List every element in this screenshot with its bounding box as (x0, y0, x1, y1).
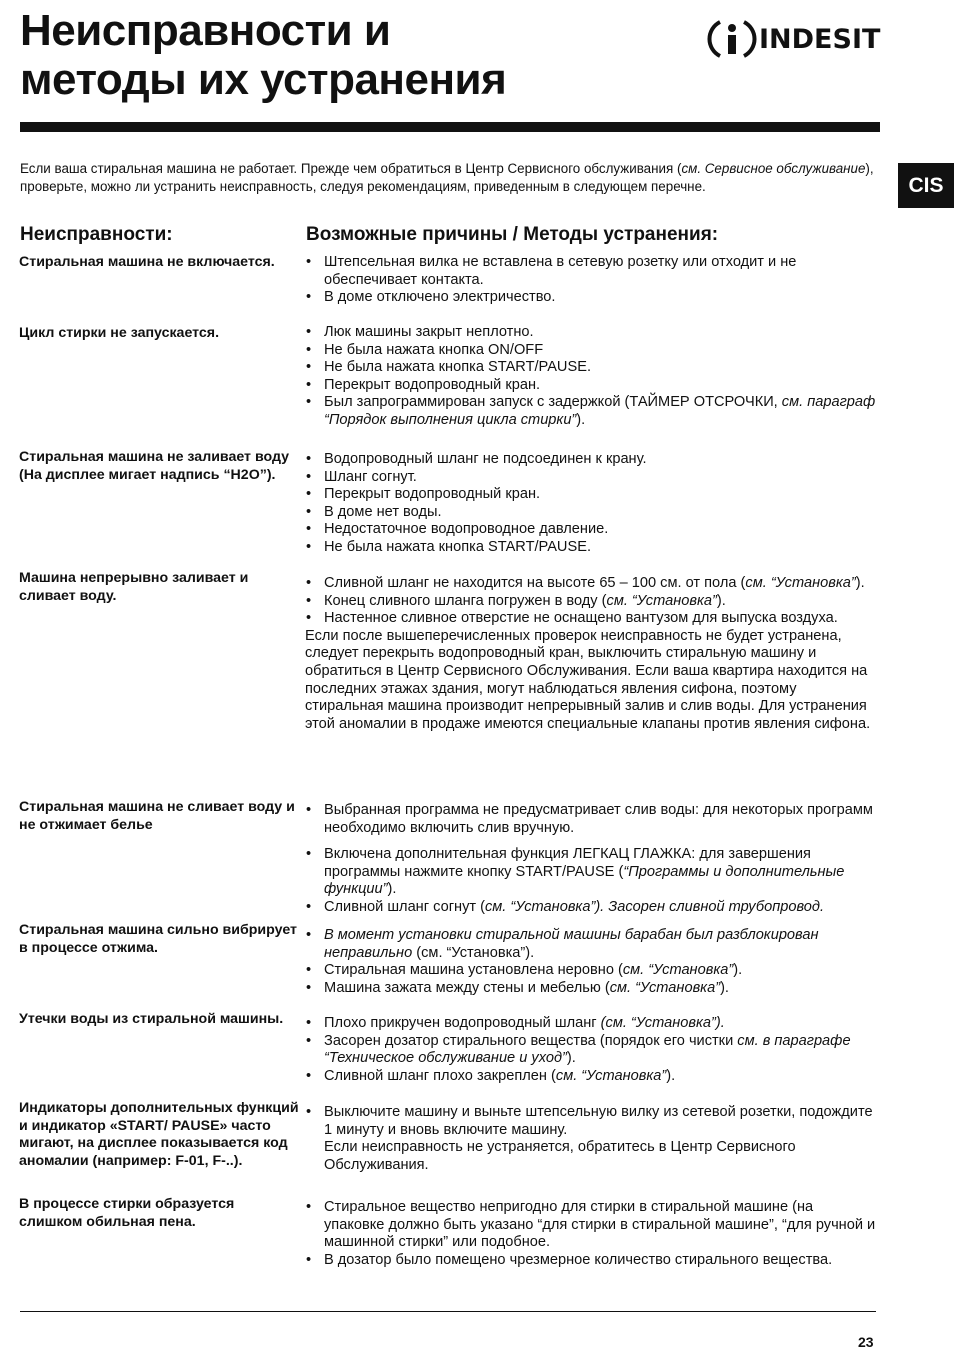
cause-note: Если неисправность не устраняется, обратитесь в Центр Сервисного Обслуживания. (324, 1139, 796, 1173)
cause-ref: см. “Установка” (609, 979, 721, 996)
cause-item (305, 980, 877, 998)
causes-4 (305, 575, 877, 733)
causes-7 (305, 1015, 877, 1085)
cause-text: Сливной шланг согнут ( (324, 898, 485, 915)
cause-item: • Штепсельная вилка не вставлена в сетевую розетку или отходит и не обеспечивает контакта. (305, 254, 877, 289)
page-title (20, 6, 506, 104)
cause-ref: см. в параграфе “Техническое обслуживание и уход” (324, 1032, 851, 1067)
problem-6: Стиральная машина сильно вибрирует в процессе отжима. (19, 922, 297, 956)
problem-7: Утечки воды из стиральной машины. (19, 1011, 284, 1027)
cause-ref: см. “Установка” (622, 962, 734, 979)
cause-item: • Перекрыт водопроводный кран. (305, 377, 877, 395)
cause-text: ). Засорен сливной трубопровод. (595, 898, 825, 915)
causes-5 (305, 802, 877, 917)
cause-item (305, 1033, 877, 1068)
cause-item (305, 575, 877, 593)
cause-item (305, 927, 877, 962)
problem-3: Стиральная машина не заливает воду (На дисплее мигает надпись “H2O”). (19, 449, 290, 483)
cause-note: Если после вышеперечисленных проверок неисправность не будет устранена, следует перекрыть водопроводный кран, выключить стиральную машину и обратиться в Центр Сервисного Обслуживания. Если ваша квартира находится на последних этажах здания, могут наблюдаться явления сифона, поэтому стиральная машина производит непрерывный залив и слив воды. Для устранения этой аномалии в продаже имеются специальные клапаны против явления сифона. (305, 627, 871, 732)
cause-item: • В дозатор было помещено чрезмерное количество стирального вещества. (305, 1252, 877, 1270)
cause-item: • Водопроводный шланг не подсоединен к крану. (305, 451, 877, 469)
cause-text: Засорен дозатор стирального вещества (порядок его чистки (324, 1032, 738, 1049)
cause-item (305, 899, 877, 917)
page-title-line-2: методы их устранения (20, 55, 507, 104)
problem-8: Индикаторы дополнительных функций и индикатор «START/ PAUSE» часто мигают, на дисплее показывается код аномалии (например: F-01, F-..). (19, 1100, 299, 1169)
causes-8 (305, 1104, 877, 1174)
cause-ref: см. “Установка” (484, 898, 596, 915)
causes-1 (305, 254, 877, 307)
language-tab: CIS (898, 163, 954, 208)
cause-text: ). (716, 592, 726, 609)
cause-text: Был запрограммирован запуск с задержкой (ТАЙМЕР ОТСРОЧКИ, (324, 394, 782, 411)
problem-1: Стиральная машина не включается. (19, 254, 275, 270)
intro-ref: см. Сервисное обслуживание (681, 161, 866, 176)
cause-text: ). (733, 962, 743, 979)
cause-text: ). (566, 1050, 576, 1067)
cause-text: ). (576, 411, 586, 428)
cause-text: ). (855, 575, 865, 591)
cause-text: ). (387, 881, 397, 898)
cause-item: • Не была нажата кнопка START/PAUSE. (305, 359, 877, 377)
cause-text: Машина зажата между стены и мебелью ( (324, 979, 610, 996)
causes-9 (305, 1199, 877, 1269)
cause-item (305, 846, 877, 899)
cause-ref: см. параграф “Порядок выполнения цикла стирки” (324, 394, 876, 428)
problem-5: Стиральная машина не сливает воду и не отжимает белье (19, 799, 295, 833)
cause-ref: см. “Установка” (606, 592, 717, 609)
cause-item (305, 1068, 877, 1086)
cause-item: • В доме нет воды. (305, 504, 877, 522)
cause-item: • Стиральное вещество непригодно для стирки в стиральной машине (на упаковке должно быть указано “для стирки в стиральной машине”, “для ручной и машинной стирки” или подобное. (305, 1199, 877, 1252)
cause-ref: см. “Установка” (555, 1067, 667, 1084)
cause-text: Сливной шланг не находится на высоте 65 – 100 см. от пола ( (324, 575, 746, 591)
page-number: 23 (858, 1334, 874, 1350)
causes-2 (305, 324, 877, 430)
cause-item: • Настенное сливное отверстие не оснащено вантузом для выпуска воздуха. (305, 610, 877, 628)
brand-name: INDESIT (759, 23, 881, 55)
causes-6 (305, 927, 877, 997)
cause-text: Стиральная машина установлена неровно ( (324, 962, 623, 979)
indesit-logo-icon (707, 18, 757, 60)
cause-text: Конец сливного шланга погружен в воду ( (324, 592, 607, 609)
cause-text: ). (666, 1067, 676, 1084)
cause-item: • Шланг согнут. (305, 469, 877, 487)
footer-rule (20, 1311, 876, 1312)
cause-item: • Перекрыт водопроводный кран. (305, 486, 877, 504)
cause-item: • Выключите машину и выньте штепсельную вилку из сетевой розетки, подождите 1 минуту и вновь включите машину. (305, 1104, 877, 1139)
causes-column-header: Возможные причины / Методы устранения: (306, 224, 719, 245)
cause-ref: см. “Установка” (745, 575, 856, 591)
problem-4: Машина непрерывно заливает и сливает воду. (19, 570, 249, 604)
page-title-line-1: Неисправности и (20, 6, 391, 55)
problems-column-header: Неисправности: (20, 224, 173, 245)
cause-item: • Выбранная программа не предусматривает слив воды: для некоторых программ необходимо включить слив вручную. (305, 802, 877, 837)
cause-item: • В доме отключено электричество. (305, 289, 877, 307)
causes-3 (305, 451, 877, 557)
cause-item (305, 1015, 877, 1033)
brand-logo (707, 18, 880, 60)
cause-text: Плохо прикручен водопроводный шланг (324, 1015, 601, 1031)
cause-item (305, 593, 877, 611)
intro-text-1: Если ваша стиральная машина не работает. Прежде чем обратиться в Центр Сервисного обслуживания ( (20, 161, 682, 176)
cause-ref: (см. “Установка”). (600, 1015, 725, 1031)
cause-item (305, 962, 877, 980)
problem-9: В процессе стирки образуется слишком обильная пена. (19, 1196, 235, 1230)
cause-item: • Не была нажата кнопка ON/OFF (305, 342, 877, 360)
intro-text-2: ), проверьте, можно ли устранить неисправность, следуя рекомендациям, приведенным в следующем перечне. (20, 161, 874, 194)
cause-text: В момент установки стиральной машины барабан был разблокирован неправильно (324, 927, 819, 961)
cause-ref: “Программы и дополнительные функции” (324, 863, 845, 898)
header-rule (20, 122, 880, 132)
problem-2: Цикл стирки не запускается. (19, 325, 220, 341)
cause-ref: (см. “Установка”). (412, 944, 535, 961)
cause-text: Сливной шланг плохо закреплен ( (324, 1067, 556, 1084)
intro-paragraph (20, 160, 880, 195)
cause-item: • Люк машины закрыт неплотно. (305, 324, 877, 342)
cause-text: ). (720, 979, 729, 996)
cause-item: • Не была нажата кнопка START/PAUSE. (305, 539, 877, 557)
cause-item (305, 394, 877, 429)
cause-item: • Недостаточное водопроводное давление. (305, 521, 877, 539)
cause-text: Включена дополнительная функция ЛЕГКАЦ ГЛАЖКА: для завершения программы нажмите кнопку START/PAUSE ( (324, 846, 811, 880)
